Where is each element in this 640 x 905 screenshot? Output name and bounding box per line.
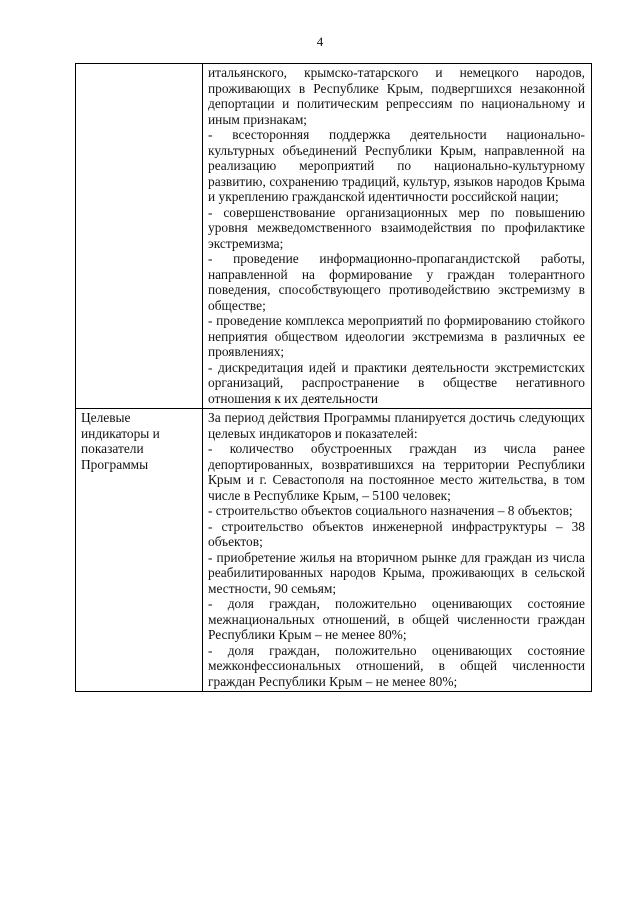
list-item: - строительство объектов инженерной инфраструктуры – 38 объектов; — [208, 518, 585, 549]
row-content-cell — [203, 64, 592, 409]
row-content-cell — [203, 409, 592, 692]
row-label-cell: Целевые индикаторы и показатели Программы — [76, 409, 203, 692]
list-item: За период действия Программы планируется достичь следующих целевых индикаторов и показателей: — [208, 410, 585, 441]
list-item: - дискредитация идей и практики деятельности экстремистских организаций, распространение в обществе негативного отношения к их деятельности — [208, 359, 585, 406]
list-item: - проведение информационно-пропагандистской работы, направленной на формирование у граждан толерантного поведения, способствующего противодействию экстремизму в обществе; — [208, 251, 585, 313]
list-item: - доля граждан, положительно оценивающих состояние межконфессиональных отношений, в общей численности граждан Республики Крым – не менее 80%; — [208, 642, 585, 689]
list-item: - приобретение жилья на вторичном рынке для граждан из числа реабилитированных народов Крыма, проживающих в сельской местности, 90 семьям; — [208, 549, 585, 596]
list-item: - всесторонняя поддержка деятельности национально-культурных объединений Республики Крым, направленной на реализацию мероприятий по национально-культурному развитию, сохранению традиций, культур, языков народов Крыма и укреплению гражданской идентичности российской нации; — [208, 127, 585, 204]
list-item: - совершенствование организационных мер по повышению уровня межведомственного взаимодействия по профилактике экстремизма; — [208, 204, 585, 251]
list-item: - строительство объектов социального назначения – 8 объектов; — [208, 503, 573, 518]
page-number: 4 — [316, 34, 324, 49]
list-item: - количество обустроенных граждан из числа ранее депортированных, возвратившихся на территории Республики Крым и г. Севастополя на постоянное место жительства, в том числе в Республике Крым, – 5100 человек; — [208, 441, 585, 503]
list-item: - проведение комплекса мероприятий по формированию стойкого неприятия обществом идеологии экстремизма в различных ее проявлениях; — [208, 313, 585, 359]
program-passport-table — [75, 63, 592, 692]
table-row — [76, 64, 592, 409]
list-item: итальянского, крымско-татарского и немецкого народов, проживающих в Республике Крым, подвергшихся незаконной депортации и политическим репрессиям по национальному и иным признакам; — [208, 65, 585, 127]
list-item: - доля граждан, положительно оценивающих состояние межнациональных отношений, в общей численности граждан Республики Крым – не менее 80%; — [208, 596, 585, 642]
table-row — [76, 409, 592, 692]
row-label-cell — [76, 64, 203, 409]
